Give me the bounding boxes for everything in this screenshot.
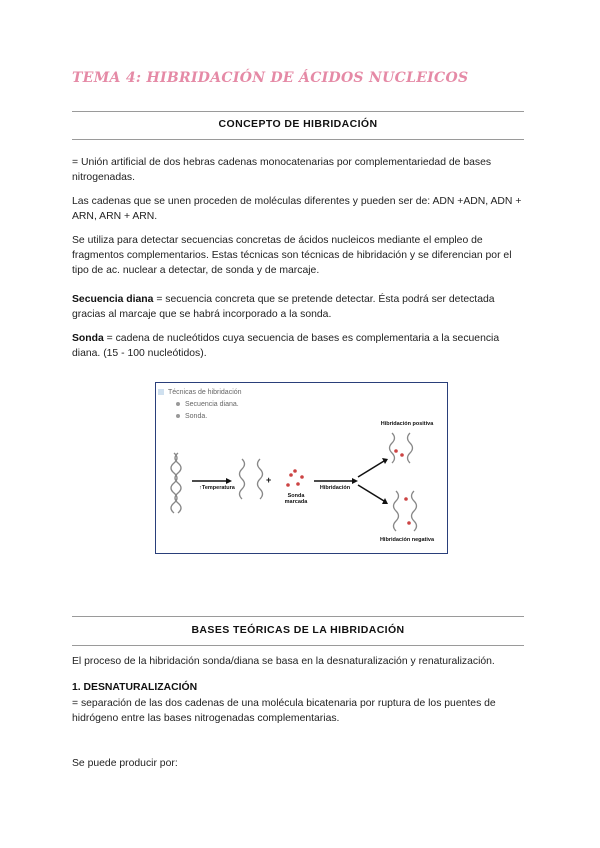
label-hibridacion-negativa: Hibridación negativa: [379, 537, 435, 543]
subheading-desnaturalizacion: 1. DESNATURALIZACIÓN: [72, 682, 198, 693]
label-hibridacion: Hibridación: [319, 485, 351, 491]
divider: [72, 616, 524, 617]
definition-secuencia-diana: = secuencia concreta que se pretende detectar. Ésta podrá ser detectada gracias al marcaje que se habrá incorporado a la sonda.: [72, 294, 495, 320]
label-sonda-marcada: Sonda marcada: [284, 493, 308, 505]
probe-marker-icon: [404, 497, 411, 525]
hybridization-figure: [155, 382, 448, 554]
legend-item-diana: Secuencia diana.: [185, 401, 239, 408]
double-helix-icon: [171, 453, 181, 513]
paragraph-se-puede: Se puede producir por:: [72, 758, 178, 769]
hybrid-positive-icon: [390, 433, 413, 463]
paragraph-secuencia-diana: [72, 292, 528, 322]
legend-item-sonda: Sonda.: [185, 413, 208, 420]
arrow-icon: [314, 458, 388, 504]
paragraph-proceso: El proceso de la hibridación sonda/diana se basa en la desnaturalización y renaturalización.: [72, 656, 495, 667]
hybrid-negative-icon: [394, 491, 417, 531]
label-temperatura: ↑Temperatura: [199, 485, 235, 491]
section-heading-concepto: CONCEPTO DE HIBRIDACIÓN: [218, 118, 378, 130]
page-title: TEMA 4: HIBRIDACIÓN DE ÁCIDOS NUCLEICOS: [72, 70, 469, 86]
paragraph-separacion: = separación de las dos cadenas de una molécula bicatenaria por ruptura de los puentes de hidrógeno entre las bases nitrogenadas complementarias.: [72, 698, 496, 724]
paragraph-sonda: [72, 331, 528, 361]
section-heading-bases: BASES TEÓRICAS DE LA HIBRIDACIÓN: [191, 624, 405, 636]
hybridization-diagram: [156, 383, 447, 553]
plus-sign: +: [266, 475, 272, 485]
definition-sonda: = cadena de nucleótidos cuya secuencia de bases es complementaria a la secuencia diana. (15 - 100 nucleótidos).: [72, 333, 500, 359]
probe-marker-icon: [286, 469, 304, 487]
term-sonda: Sonda: [72, 333, 104, 344]
label-hibridacion-positiva: Hibridación positiva: [380, 421, 434, 427]
divider: [72, 139, 524, 140]
paragraph-utiliza: Se utiliza para detectar secuencias concretas de ácidos nucleicos mediante el empleo de fragmentos complementarios. Estas técnicas son técnicas de hibridación y se diferencian por el tipo de ac. nuclear a detectar, de sonda y de marcaje.: [72, 235, 512, 276]
paragraph-definicion: = Unión artificial de dos hebras cadenas monocatenarias por complementariedad de bases nitrogenadas.: [72, 157, 492, 183]
divider: [72, 645, 524, 646]
legend-title: Técnicas de hibridación: [168, 389, 242, 396]
arrow-icon: [192, 478, 232, 484]
paragraph-cadenas: Las cadenas que se unen proceden de moléculas diferentes y pueden ser de: ADN +ADN, ADN + ARN, ARN + ARN.: [72, 196, 522, 222]
term-secuencia-diana: Secuencia diana: [72, 294, 154, 305]
divider: [72, 111, 524, 112]
probe-marker-icon: [394, 449, 404, 457]
separated-strands-icon: [240, 459, 263, 499]
